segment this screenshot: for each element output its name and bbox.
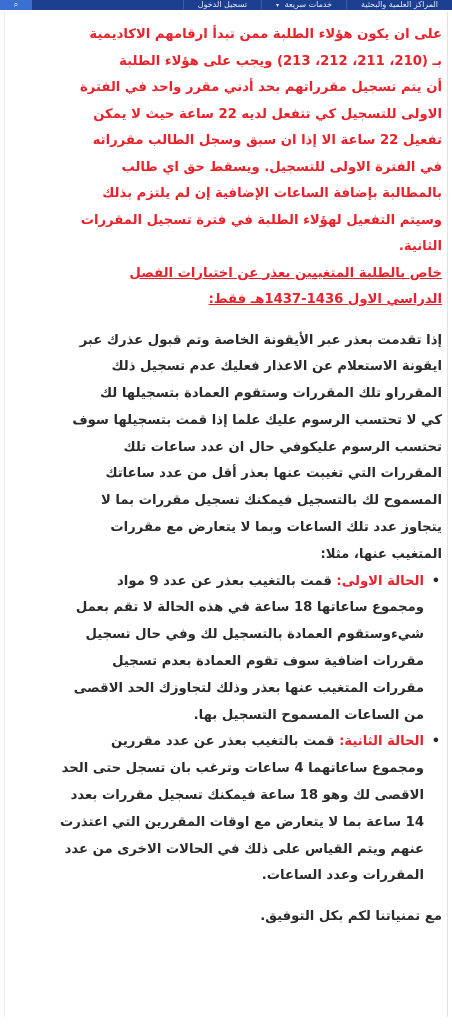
chevron-down-icon: ▾ xyxy=(276,1,280,9)
case-text: قمت بالتغيب بعذر عن عدد 9 مواد xyxy=(117,573,337,589)
nav-item-research-centers[interactable] xyxy=(346,0,452,10)
case-line: الاقصى لك وهو 18 ساعة فيمكنك تسجيل مقررات بعدد xyxy=(70,788,424,804)
intro-line: تفعيل 22 ساعة الا إذا ان سبق وسجل الطالب مقرراته xyxy=(92,133,442,148)
body-line: المقرراو تلك المقررات وستقوم العمادة بتسجيلها لك xyxy=(100,386,442,402)
case-line: ومجموع ساعاتهما 4 ساعات وترغب بان تسجل حتى الحد xyxy=(61,761,424,777)
spacer xyxy=(28,314,442,328)
top-navigation-bar xyxy=(0,0,452,10)
bullet-icon: • xyxy=(431,573,440,589)
intro-line: الاولى للتسجيل كي تتفعل لديه 22 ساعة حيث لا يمكن xyxy=(93,106,442,122)
body-line: المقررات التي تغيبت عنها بعذر أقل من عدد ساعاتك xyxy=(105,466,442,482)
intro-line: الثانية. xyxy=(398,239,442,254)
body-line: إذا تقدمت بعذر عبر الأيقونة الخاصة وتم قبول عذرك عبر xyxy=(79,332,442,348)
body-line: تحتسب الرسوم عليكوفي حال ان عدد ساعات تلك xyxy=(123,439,442,455)
nav-item-login[interactable] xyxy=(183,0,261,10)
case-line: مقررات اضافية سوف تقوم العمادة بعدم تسجيل xyxy=(112,654,424,670)
body-line: يتجاوز عدد تلك الساعات وبما لا يتعارض مع مقررات xyxy=(110,520,442,536)
case-first-line xyxy=(28,729,424,756)
case-label: الحالة الثانية: xyxy=(339,734,424,750)
case-first-line xyxy=(28,569,424,596)
list-item-case-one xyxy=(28,569,440,730)
body-line: المتغيب عنها، مثلا: xyxy=(320,546,442,562)
case-line: من الساعات المسموح التسجيل بها. xyxy=(193,707,424,723)
case-line: عنهم ويتم القياس على ذلك في الحالات الاخرى من عدد xyxy=(64,841,424,857)
subheading-line: خاص بالطلبة المتغيبين بعذر عن اختبارات الفصل xyxy=(129,265,442,281)
nav-item-quick-services[interactable] xyxy=(261,0,346,10)
nav-item-label: تسجيل الدخول xyxy=(197,0,248,9)
closing-text: مع تمنياتنا لكم بكل التوفيق. xyxy=(260,909,442,925)
spacer xyxy=(28,890,442,904)
intro-line: بالمطالبة بإضافة الساعات الإضافية إن لم يلتزم بذلك xyxy=(102,186,442,201)
case-text: قمت بالتغيب بعذر عن عدد مقررين xyxy=(110,734,340,750)
bullet-icon: • xyxy=(431,734,440,750)
intro-line: أن يتم تسجيل مقرراتهم بحد أدني مقرر واحد في الفترة xyxy=(79,80,442,95)
subheading xyxy=(28,261,442,314)
body-line: ايقونة الاستعلام عن الاعذار فعليك عدم تسجيل ذلك xyxy=(111,359,442,375)
content-border-left xyxy=(4,12,5,1017)
nav-item-label: خدمات سريعة xyxy=(284,0,333,9)
intro-line: بـ (210، 211، 212، 213) ويجب على هؤلاء الطلبة xyxy=(119,53,442,69)
body-line: المسموح لك بالتسجيل فيمكنك تسجيل مقررات بما لا xyxy=(100,493,442,509)
case-line: ومجموع ساعاتها 18 ساعة في هذه الحالة لا تقم بعمل xyxy=(75,600,424,616)
case-line: 14 ساعة بما لا يتعارض مع اوقات المقررين التي اعتذرت xyxy=(60,814,424,830)
case-line: شيءوستقوم العمادة بالتسجيل لك وفي حال تسجيل xyxy=(85,627,424,643)
announcement-content xyxy=(28,22,442,931)
case-label: الحالة الاولى: xyxy=(336,573,424,589)
nav-item-label: المراكز العلمية والبحثية xyxy=(361,0,438,9)
intro-line: وسيتم التفعيل لهؤلاء الطلبة في فترة تسجيل المقررات xyxy=(80,212,442,228)
intro-paragraph xyxy=(28,22,442,261)
content-border-right xyxy=(447,12,448,1017)
cases-list xyxy=(28,569,442,891)
body-line: كي لا تحتسب الرسوم عليك علما إذا قمت بتسجيلها سوف xyxy=(72,412,442,428)
body-paragraph xyxy=(28,328,442,569)
subheading-line: الدراسي الاول 1436-1437هـ فقط: xyxy=(208,292,442,307)
intro-line: في الفترة الاولى للتسجيل. ويسقط حق اي طالب xyxy=(121,159,442,175)
list-item-case-two xyxy=(28,729,440,890)
intro-line: على ان يكون هؤلاء الطلبة ممن تبدأ ارقامهم الاكاديمية xyxy=(89,27,442,42)
search-icon[interactable]: ⌕ xyxy=(0,0,32,10)
case-line: المقررات وعدد الساعات. xyxy=(261,868,424,884)
case-line: مقررات المتغيب عنها بعذر وذلك لتجاوزك الحد الاقصى xyxy=(73,680,424,696)
